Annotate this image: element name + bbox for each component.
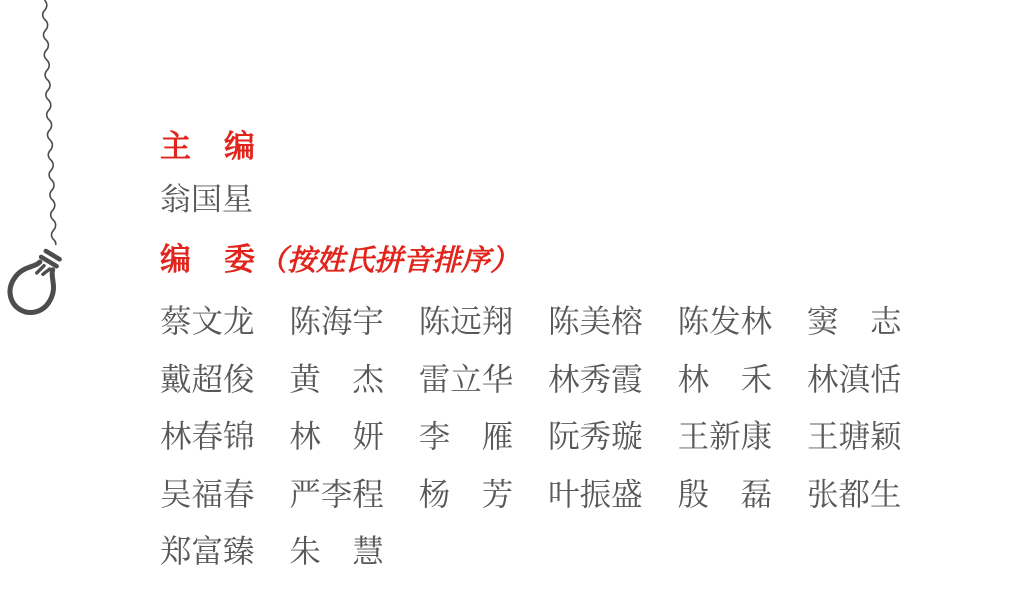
editor-name: 严李程 [289,475,384,512]
editor-name: 王新康 [677,418,773,454]
editor-name: 郑富臻 [160,533,255,569]
editor-name: 叶振盛 [548,475,643,512]
editor-name: 林秀霞 [548,360,643,397]
editor-name: 阮秀璇 [548,418,643,454]
editor-name: 张都生 [806,475,902,512]
chief-editor-label: 主 编 [160,129,256,164]
editor-name: 王瑭颖 [806,418,902,454]
editor-name: 杨 芳 [418,475,514,512]
hanging-lightbulb-icon [0,0,120,340]
chief-editor-heading [160,131,256,162]
editor-name: 陈海宇 [289,303,384,339]
editorial-board-names-grid [160,303,904,594]
editorial-board-label: 编 委 [160,242,256,277]
editor-name: 窦 志 [806,303,902,339]
editor-name: 雷立华 [418,360,514,397]
editor-name: 戴超俊 [160,360,255,397]
editorial-board-heading [160,244,519,275]
editor-name: 黄 杰 [289,360,384,397]
editor-name: 陈远翔 [418,303,514,339]
bulb-cord-wavy-line [43,0,56,245]
editor-name: 林 妍 [289,418,384,454]
editor-name: 吴福春 [160,475,255,512]
editor-name: 林春锦 [160,418,255,454]
board-sort-note: （按姓氏拼音排序） [258,243,520,277]
editor-name: 林 禾 [677,360,773,397]
editor-name: 林滇恬 [806,360,902,397]
editor-name: 朱 慧 [289,533,384,569]
editor-name: 陈美榕 [548,303,643,339]
editor-name: 陈发林 [677,303,773,339]
editor-name: 殷 磊 [677,475,773,512]
bulb-filament [43,267,50,275]
chief-editor-name: 翁国星 [160,182,253,217]
editor-name: 蔡文龙 [160,303,255,339]
lightbulb-icon [2,244,71,320]
editor-name: 李 雁 [418,418,514,454]
